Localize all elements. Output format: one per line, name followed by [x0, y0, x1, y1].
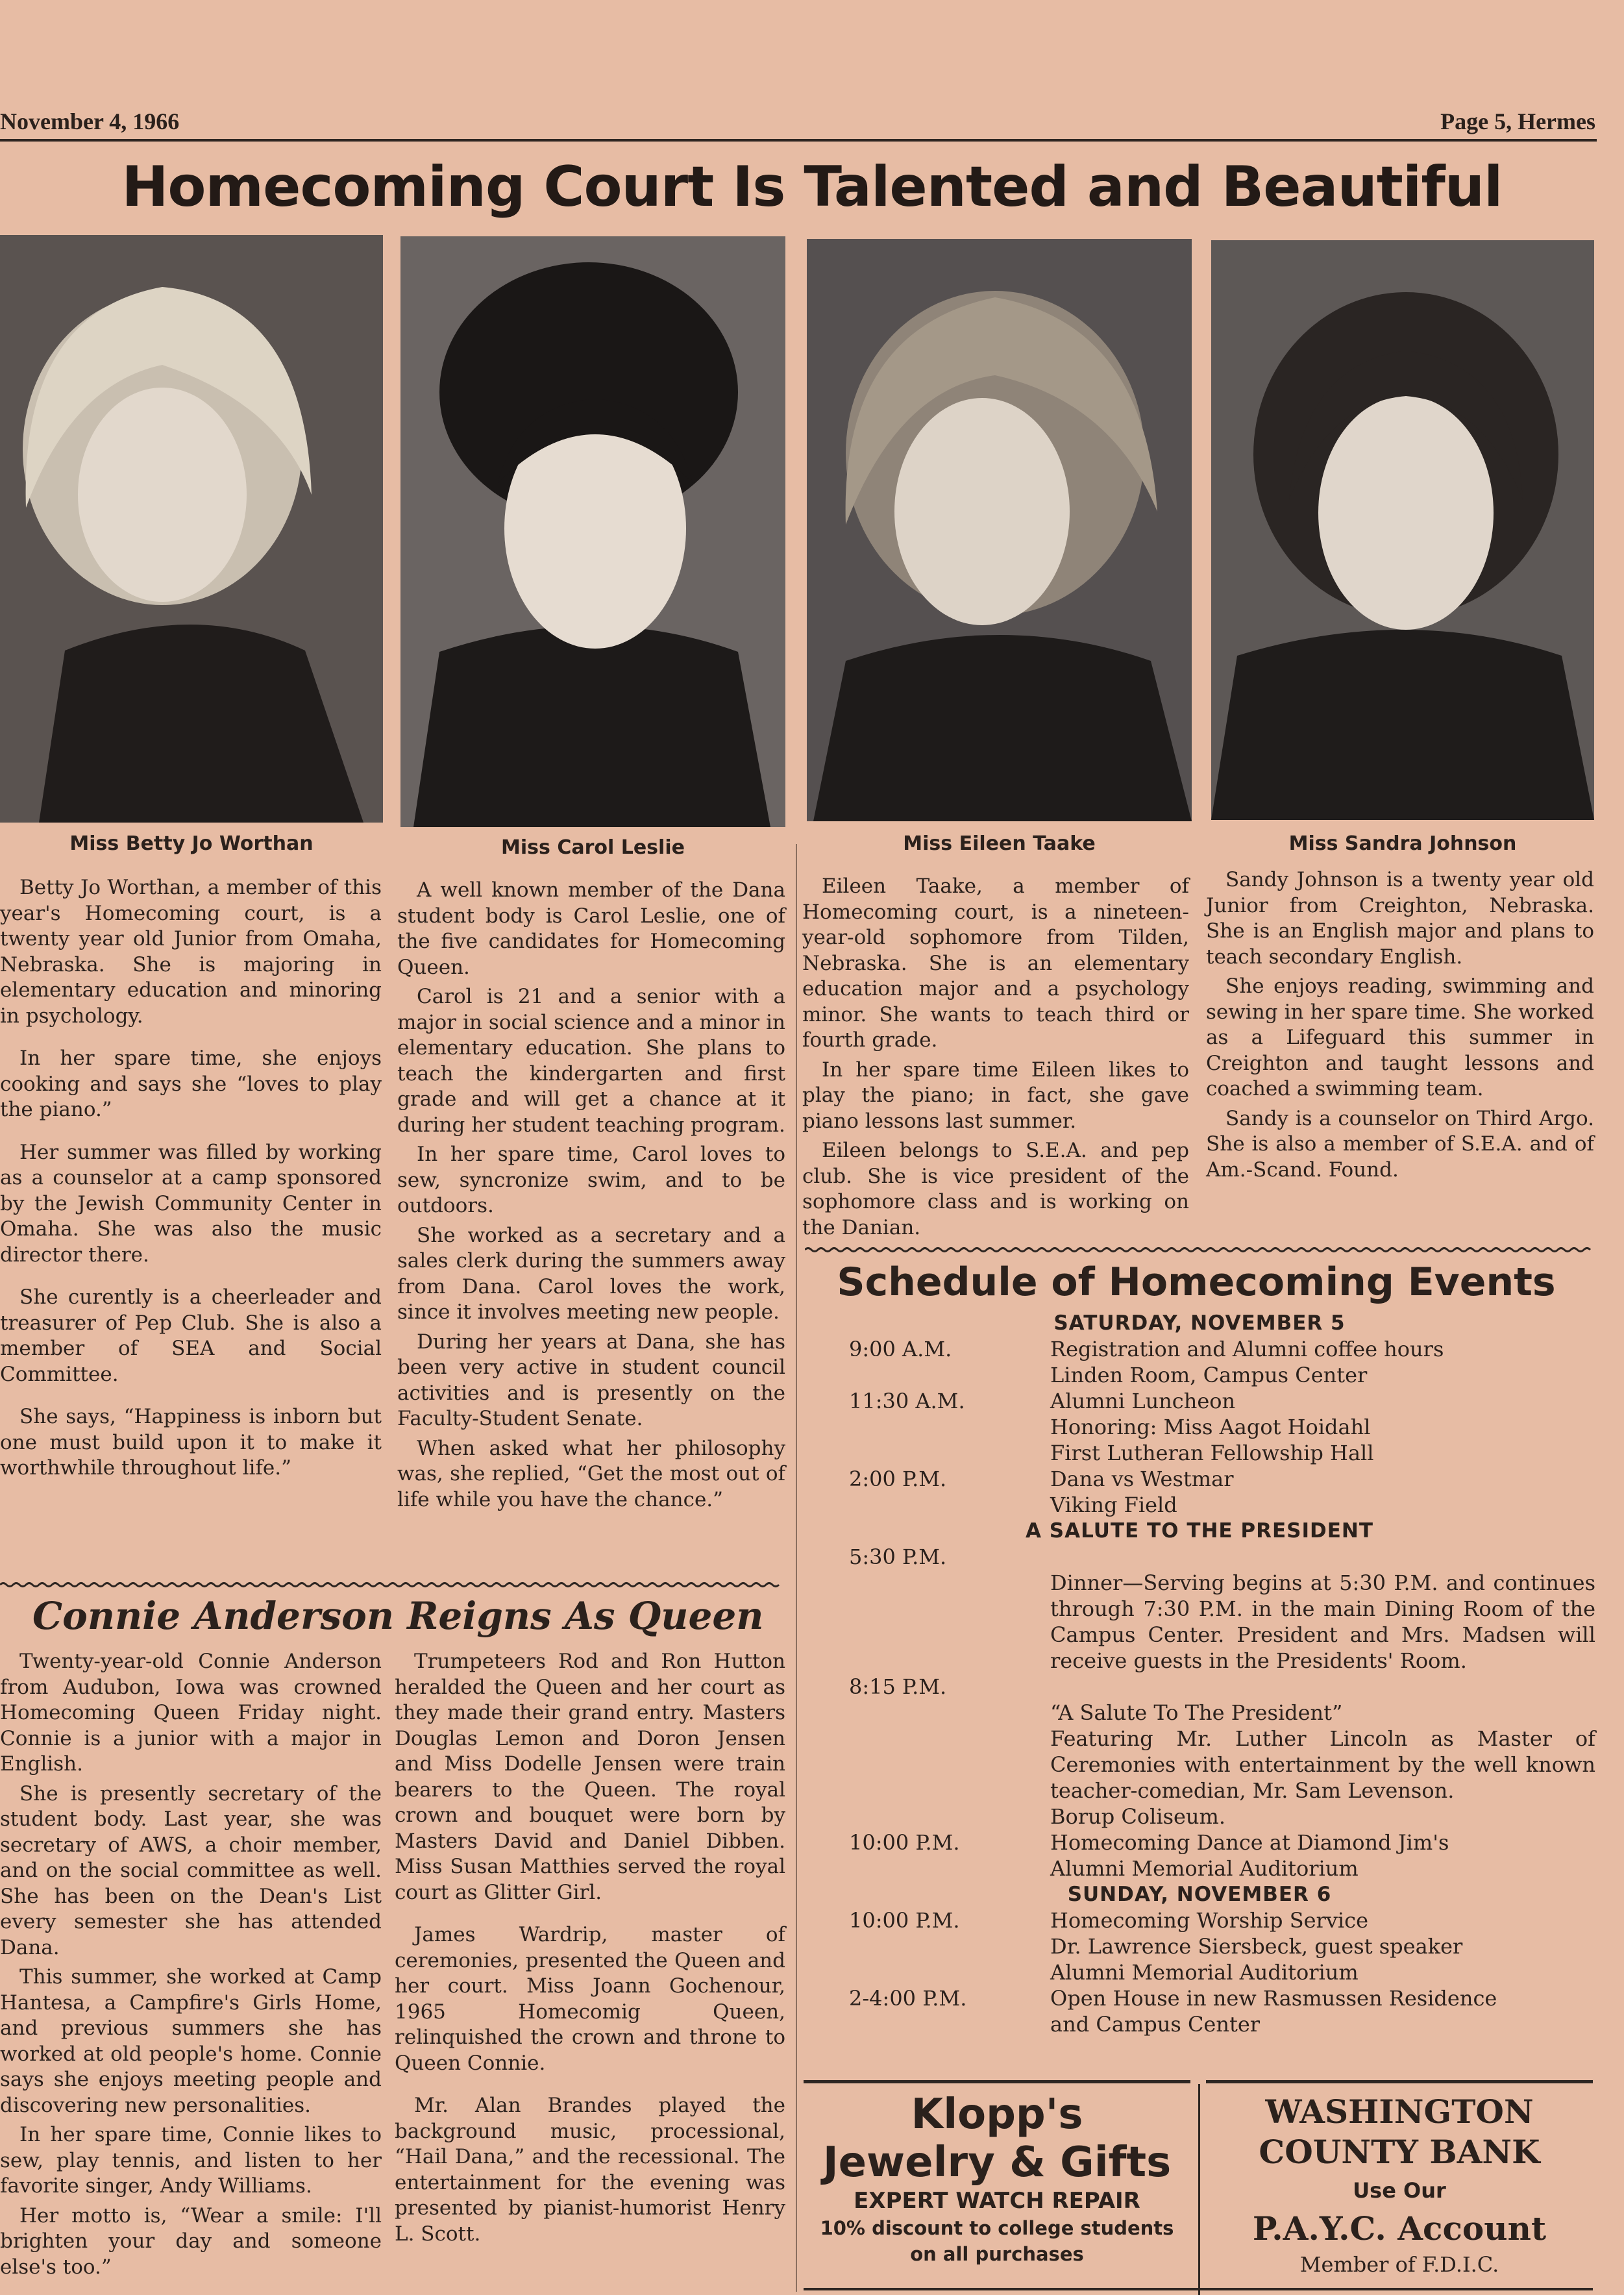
queen-story-headline: Connie Anderson Reigns As Queen: [32, 1594, 764, 1638]
event-line: Registration and Alumni coffee hours: [1050, 1337, 1444, 1361]
queen-story-col1: [0, 1649, 382, 2284]
ad-bank: [1206, 2092, 1593, 2280]
schedule-title: Schedule of Homecoming Events: [837, 1259, 1556, 1305]
schedule-event: [804, 1544, 1595, 1674]
bio-eileen: [802, 874, 1189, 1245]
bio-paragraph: During her years at Dana, she has been very active in student council activities and is presently on the Faculty-Student Senate.: [397, 1330, 785, 1430]
story-paragraph: In her spare time, Connie likes to sew, play tennis, and listen to her favorite singer, Andy Williams.: [0, 2123, 382, 2198]
queen-story-col2: [395, 1649, 785, 2251]
bio-carol: [397, 878, 785, 1517]
event-line: Open House in new Rasmussen Residence: [1050, 1986, 1497, 2011]
bio-paragraph: She curently is a cheerleader and treasurer of Pep Club. She is also a member of SEA and Social Committee.: [0, 1285, 382, 1386]
event-time: 8:15 P.M.: [849, 1674, 947, 1699]
ads-bottom-rule: [804, 2288, 1593, 2290]
event-time: 2:00 P.M.: [849, 1467, 947, 1491]
bio-paragraph: In her spare time, she enjoys cooking and says she “loves to play the piano.”: [0, 1047, 382, 1121]
story-paragraph: James Wardrip, master of ceremonies, presented the Queen and her court. Miss Joann Gochenour, 1965 Homecomig Queen, relinquished the crown and throne to Queen Connie.: [395, 1923, 785, 2075]
schedule-day-label: SUNDAY, NOVEMBER 6: [1067, 1883, 1332, 1906]
event-time: 9:00 A.M.: [849, 1337, 952, 1361]
bio-paragraph: A well known member of the Dana student body is Carol Leslie, one of the five candidates for Homecoming Queen.: [397, 878, 785, 979]
bio-paragraph: She enjoys reading, swimming and sewing in her spare time. She worked as a Lifeguard this summer in Creighton and taught lessons and coached a swimming team.: [1206, 974, 1594, 1100]
event-line: Borup Coliseum.: [1050, 1804, 1226, 1829]
ad-bank-fdic: Member of F.D.I.C.: [1299, 2252, 1499, 2277]
schedule-event: [804, 1830, 1595, 1881]
event-time: 5:30 P.M.: [849, 1544, 947, 1569]
photo-sandra-johnson: [1211, 240, 1594, 820]
bio-paragraph: Betty Jo Worthan, a member of this year's Homecoming court, is a twenty year old Junior from Omaha, Nebraska. She is majoring in elementary education and minoring in psychology.: [0, 876, 382, 1028]
schedule-day-label: A SALUTE TO THE PRESIDENT: [1025, 1519, 1373, 1543]
bio-paragraph: Sandy Johnson is a twenty year old Junior from Creighton, Nebraska. She is an English major and plans to teach secondary English.: [1206, 868, 1594, 969]
bio-sandra: [1206, 867, 1594, 1187]
event-line: and Campus Center: [1050, 2012, 1261, 2037]
separator-right: [805, 1247, 1594, 1253]
caption-carol: Miss Carol Leslie: [501, 836, 685, 859]
schedule-event: [804, 1985, 1595, 2037]
event-line: Homecoming Worship Service: [1050, 1908, 1369, 1933]
ad-bank-use: Use Our: [1353, 2178, 1446, 2203]
event-line: Featuring Mr. Luther Lincoln as Master of Ceremonies with entertainment by the well known teacher-comedian, Mr. Sam Levenson.: [1050, 1726, 1595, 1803]
event-line: “A Salute To The President”: [1050, 1700, 1343, 1725]
story-paragraph: Trumpeteers Rod and Ron Hutton heralded the Queen and her court as they made their grand entry. Masters Douglas Lemon and Doron Jensen and Miss Dodelle Jensen were train bearers to the Queen. The royal crown and bouquet were born by Masters David and Daniel Dibben. Miss Susan Matthies served the royal court as Glitter Girl.: [395, 1650, 785, 1904]
event-line: Dinner—Serving begins at 5:30 P.M. and continues through 7:30 P.M. in the main Dining Room of the Campus Center. President and Mrs. Madsen will receive guests in the Presidents' Room.: [1050, 1570, 1595, 1673]
ad-klopps: [804, 2090, 1190, 2267]
photo-eileen-taake: [807, 239, 1192, 821]
bio-paragraph: In her spare time Eileen likes to play the piano; in fact, she gave piano lessons last summer.: [802, 1058, 1189, 1133]
bio-paragraph: She says, “Happiness is inborn but one must build upon it to make it worthwhile throughout life.”: [0, 1405, 382, 1480]
masthead-page: Page 5, Hermes: [1440, 108, 1595, 134]
ad-klopps-name: Klopp's: [911, 2090, 1083, 2139]
ad-bank-name-2: COUNTY BANK: [1259, 2133, 1540, 2171]
event-line: [1050, 1674, 1595, 1700]
event-time: 11:30 A.M.: [849, 1389, 965, 1413]
column-divider: [796, 844, 797, 2292]
caption-eileen: Miss Eileen Taake: [903, 832, 1096, 855]
ad-klopps-service: EXPERT WATCH REPAIR: [854, 2188, 1140, 2214]
event-time: 2-4:00 P.M.: [849, 1986, 967, 2011]
bio-paragraph: In her spare time, Carol loves to sew, syncronize swim, and to be outdoors.: [397, 1143, 785, 1217]
schedule-event: [804, 1388, 1595, 1466]
bio-paragraph: Eileen Taake, a member of Homecoming court, is a nineteen-year-old sophomore from Tilden, Nebraska. She is an elementary education major and a psychology minor. She wants to teach third or fourth grade.: [802, 875, 1189, 1052]
ad-bank-name-1: WASHINGTON: [1265, 2092, 1534, 2131]
ads-top-rule: [1206, 2080, 1593, 2083]
bio-paragraph: Sandy is a counselor on Third Argo. She is also a member of S.E.A. and of Am.-Scand. Found.: [1206, 1106, 1594, 1182]
caption-sandra: Miss Sandra Johnson: [1288, 832, 1517, 855]
event-line: Dana vs Westmar: [1050, 1467, 1234, 1491]
schedule-day-label: SATURDAY, NOVEMBER 5: [1053, 1311, 1346, 1335]
bio-paragraph: When asked what her philosophy was, she replied, “Get the most out of life while you have the chance.”: [397, 1436, 785, 1511]
page-headline: Homecoming Court Is Talented and Beautiful: [121, 155, 1503, 219]
caption-betty: Miss Betty Jo Worthan: [69, 832, 314, 855]
ad-klopps-discount: 10% discount to college students: [820, 2217, 1174, 2239]
separator-left: [0, 1582, 783, 1588]
schedule-list: [804, 1310, 1595, 2037]
story-paragraph: Her motto is, “Wear a smile: I'll brighten your day and someone else's too.”: [0, 2203, 382, 2279]
event-line: Alumni Memorial Auditorium: [1050, 1856, 1359, 1881]
event-line: Viking Field: [1050, 1493, 1177, 1517]
event-line: Linden Room, Campus Center: [1050, 1363, 1368, 1387]
story-paragraph: Twenty-year-old Connie Anderson from Audubon, Iowa was crowned Homecoming Queen Friday night. Connie is a junior with a major in English.: [0, 1650, 382, 1776]
schedule-event: [804, 1336, 1595, 1388]
masthead-rule: [0, 139, 1597, 142]
ad-klopps-subtitle: Jewelry & Gifts: [822, 2139, 1172, 2187]
schedule-event: [804, 1674, 1595, 1830]
story-paragraph: Mr. Alan Brandes played the background music, processional, “Hail Dana,” and the recessional. The entertainment for the evening was presented by pianist-humorist Henry L. Scott.: [395, 2094, 785, 2246]
event-line: Dr. Lawrence Siersbeck, guest speaker: [1050, 1934, 1463, 1959]
ads-top-rule: [804, 2080, 1190, 2083]
story-paragraph: This summer, she worked at Camp Hantesa, a Campfire's Girls Home, and previous summers she has worked at old people's home. Connie says she enjoys meeting people and discovering new personalities.: [0, 1965, 382, 2117]
event-time: 10:00 P.M.: [849, 1830, 960, 1855]
ad-klopps-terms: on all purchases: [910, 2243, 1084, 2265]
masthead-date: November 4, 1966: [0, 108, 180, 134]
event-line: Honoring: Miss Aagot Hoidahl: [1050, 1415, 1371, 1439]
event-line: Alumni Luncheon: [1050, 1389, 1236, 1413]
story-paragraph: She is presently secretary of the student body. Last year, she was secretary of AWS, a choir member, and on the social committee as well. She has been on the Dean's List every semester she has attended Dana.: [0, 1781, 382, 1959]
event-line: Alumni Memorial Auditorium: [1050, 1960, 1359, 1985]
event-time: 10:00 P.M.: [849, 1908, 960, 1933]
photo-betty-jo-worthan: [0, 235, 383, 823]
bio-paragraph: Carol is 21 and a senior with a major in social science and a minor in elementary education. She plans to teach the kindergarten and first grade and will get a chance at it during her student teaching program.: [397, 985, 785, 1137]
event-line: [1050, 1544, 1595, 1570]
schedule-event: [804, 1907, 1595, 1985]
event-line: First Lutheran Fellowship Hall: [1050, 1441, 1374, 1465]
event-line: Homecoming Dance at Diamond Jim's: [1050, 1830, 1449, 1855]
ads-divider: [1198, 2084, 1200, 2295]
bio-betty: [0, 875, 382, 1485]
bio-paragraph: Eileen belongs to S.E.A. and pep club. She is vice president of the sophomore class and is working on the Danian.: [802, 1139, 1189, 1239]
ad-bank-account: P.A.Y.C. Account: [1252, 2209, 1547, 2248]
bio-paragraph: Her summer was filled by working as a counselor at a camp sponsored by the Jewish Community Center in Omaha. She was also the music director there.: [0, 1140, 382, 1267]
schedule-event: [804, 1466, 1595, 1518]
bio-paragraph: She worked as a secretary and a sales clerk during the summers away from Dana. Carol loves the work, since it involves meeting new people.: [397, 1223, 785, 1324]
photo-carol-leslie: [400, 236, 785, 827]
